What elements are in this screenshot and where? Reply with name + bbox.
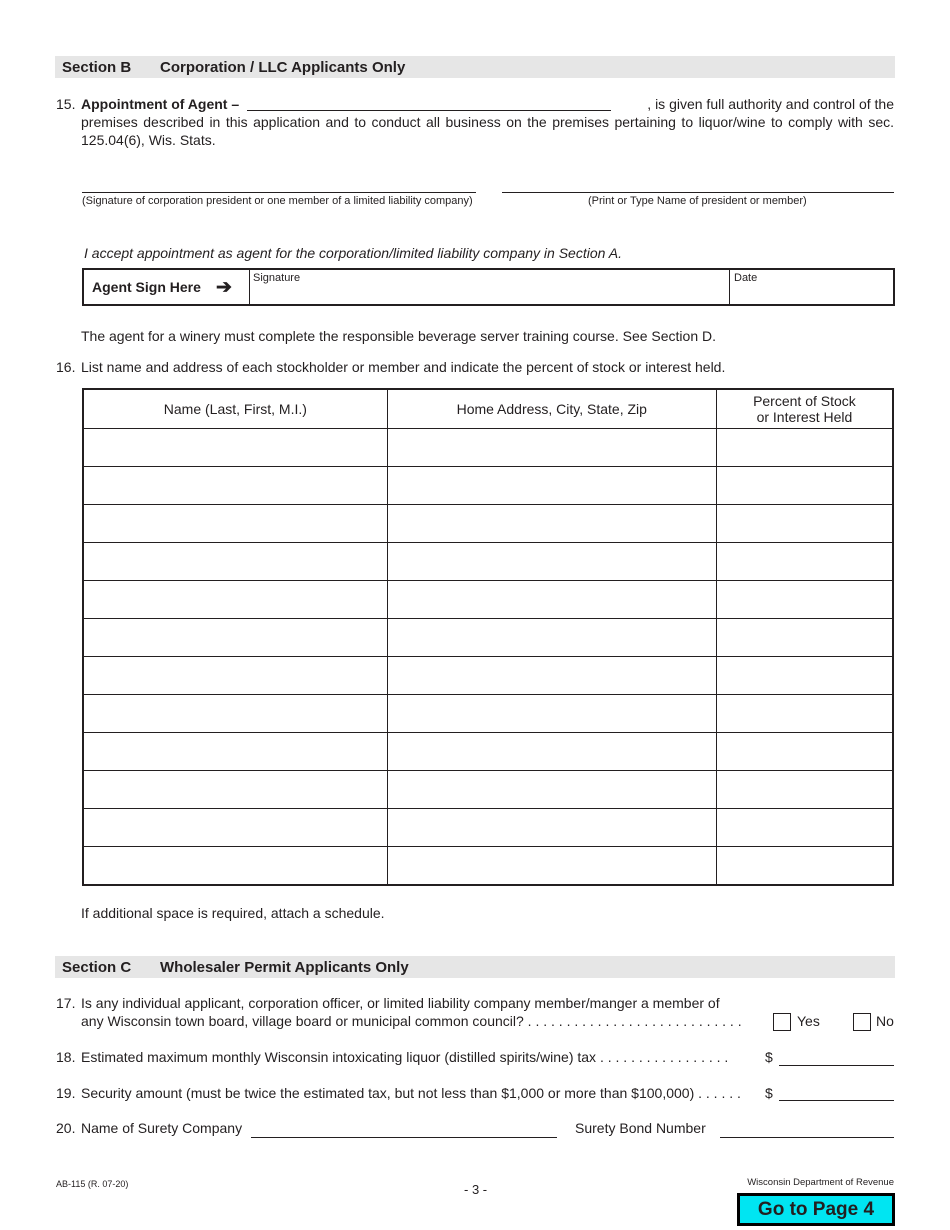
q15-line2: premises described in this application and to conduct all business on the premises pertaining to liquor/wine to comply with sec. [81,114,894,130]
stockholder-table [82,388,894,886]
table-row [83,733,893,771]
table-row [83,809,893,847]
section-c-title: Wholesaler Permit Applicants Only [160,959,409,976]
go-to-page-4-button[interactable]: Go to Page 4 [737,1193,895,1226]
arrow-right-icon: ➔ [216,277,232,298]
agency-name: Wisconsin Department of Revenue [747,1177,894,1188]
stockholder-name-cell[interactable] [83,695,387,733]
column-header-percent-line2: or Interest Held [756,409,853,425]
q17-leader: . . . . . . . . . . . . . . . . . . . . . . . . . . . . [523,1013,742,1029]
agent-date-field[interactable] [729,270,894,304]
q19-number: 19. [56,1085,76,1101]
stockholder-address-cell[interactable] [387,505,716,543]
q17-yes-label: Yes [797,1013,820,1029]
q19-security-field[interactable] [779,1100,894,1101]
stockholder-name-cell[interactable] [83,847,387,886]
stockholder-address-cell[interactable] [387,733,716,771]
stockholder-percent-cell[interactable] [716,657,893,695]
agent-accept-text: I accept appointment as agent for the corporation/limited liability company in Section A. [84,245,622,261]
table-row [83,771,893,809]
column-header-percent-line1: Percent of Stock [753,393,856,409]
q17-yes-checkbox[interactable] [773,1013,791,1031]
stockholder-address-cell[interactable] [387,467,716,505]
stockholder-name-cell[interactable] [83,771,387,809]
q15-line3: 125.04(6), Wis. Stats. [81,132,216,148]
surety-bond-label: Surety Bond Number [575,1120,706,1136]
president-signature-caption: (Signature of corporation president or one member of a limited liability company) [82,195,473,207]
q17-line2-text: any Wisconsin town board, village board or municipal common council? [81,1013,524,1029]
page-number: - 3 - [464,1182,488,1197]
section-c-id: Section C [62,959,132,976]
stockholder-name-cell[interactable] [83,733,387,771]
q18-tax-field[interactable] [779,1065,894,1066]
stockholder-address-cell[interactable] [387,543,716,581]
table-row [83,505,893,543]
table-row [83,847,893,886]
column-header-address: Home Address, City, State, Zip [387,389,716,429]
date-label: Date [734,272,758,284]
table-header-row [83,389,893,429]
stockholder-address-cell[interactable] [387,619,716,657]
section-c-header [55,956,895,978]
surety-company-field[interactable] [251,1137,557,1138]
q17-line2 [81,1012,742,1030]
signature-label: Signature [253,272,301,284]
q15-number: 15. [56,96,76,112]
q15-label: Appointment of Agent – [81,96,240,112]
stockholder-name-cell[interactable] [83,657,387,695]
table-row [83,581,893,619]
q19-currency: $ [765,1085,773,1101]
q18-leader: . . . . . . . . . . . . . . . . . [596,1049,729,1065]
q19-text: Security amount (must be twice the estimated tax, but not less than $1,000 or more than $100,000) [81,1085,695,1101]
stockholder-name-cell[interactable] [83,543,387,581]
table-row [83,543,893,581]
stockholder-percent-cell[interactable] [716,505,893,543]
q17-no-label: No [876,1013,894,1029]
agent-sign-box [82,268,895,306]
stockholder-percent-cell[interactable] [716,581,893,619]
table-row [83,467,893,505]
stockholder-percent-cell[interactable] [716,429,893,467]
stockholder-name-cell[interactable] [83,809,387,847]
q20-number: 20. [56,1120,76,1136]
president-name-caption: (Print or Type Name of president or member) [588,195,807,207]
surety-company-label: Name of Surety Company [81,1120,243,1136]
stockholder-name-cell[interactable] [83,429,387,467]
q17-no-checkbox[interactable] [853,1013,871,1031]
additional-space-note: If additional space is required, attach a schedule. [81,905,385,921]
q18-text: Estimated maximum monthly Wisconsin intoxicating liquor (distilled spirits/wine) tax [81,1049,597,1065]
table-row [83,429,893,467]
q16-number: 16. [56,359,76,375]
agent-name-field[interactable] [247,110,611,111]
president-name-field[interactable] [502,192,894,193]
section-b-id: Section B [62,59,132,76]
stockholder-name-cell[interactable] [83,467,387,505]
stockholder-percent-cell[interactable] [716,619,893,657]
stockholder-name-cell[interactable] [83,581,387,619]
column-header-percent [716,389,893,429]
q16-text: List name and address of each stockholder or member and indicate the percent of stock or interest held. [81,359,726,375]
q18-currency: $ [765,1049,773,1065]
q15-suffix: , is given full authority and control of the [647,96,894,112]
stockholder-percent-cell[interactable] [716,733,893,771]
q19-leader: . . . . . . [694,1085,741,1101]
table-row [83,657,893,695]
surety-bond-field[interactable] [720,1137,894,1138]
table-row [83,695,893,733]
stockholder-address-cell[interactable] [387,657,716,695]
table-row [83,619,893,657]
stockholder-address-cell[interactable] [387,429,716,467]
q19-text-wrap [81,1084,741,1102]
training-note: The agent for a winery must complete the responsible beverage server training course. See Section D. [81,328,716,344]
stockholder-name-cell[interactable] [83,619,387,657]
stockholder-percent-cell[interactable] [716,847,893,886]
stockholder-address-cell[interactable] [387,581,716,619]
stockholder-percent-cell[interactable] [716,771,893,809]
section-b-header [55,56,895,78]
q17-number: 17. [56,995,76,1011]
agent-signature-field[interactable] [249,270,730,304]
section-b-title: Corporation / LLC Applicants Only [160,59,406,76]
stockholder-name-cell[interactable] [83,505,387,543]
stockholder-address-cell[interactable] [387,809,716,847]
stockholder-address-cell[interactable] [387,695,716,733]
q17-line1: Is any individual applicant, corporation officer, or limited liability company member/manger a member of [81,995,720,1011]
president-signature-field[interactable] [82,192,476,193]
stockholder-percent-cell[interactable] [716,543,893,581]
stockholder-percent-cell[interactable] [716,467,893,505]
agent-sign-here-label: Agent Sign Here [92,279,201,295]
form-id: AB-115 (R. 07-20) [56,1179,129,1189]
stockholder-percent-cell[interactable] [716,809,893,847]
q18-number: 18. [56,1049,76,1065]
stockholder-address-cell[interactable] [387,847,716,886]
column-header-name: Name (Last, First, M.I.) [83,389,387,429]
stockholder-address-cell[interactable] [387,771,716,809]
q18-text-wrap [81,1048,728,1066]
stockholder-percent-cell[interactable] [716,695,893,733]
